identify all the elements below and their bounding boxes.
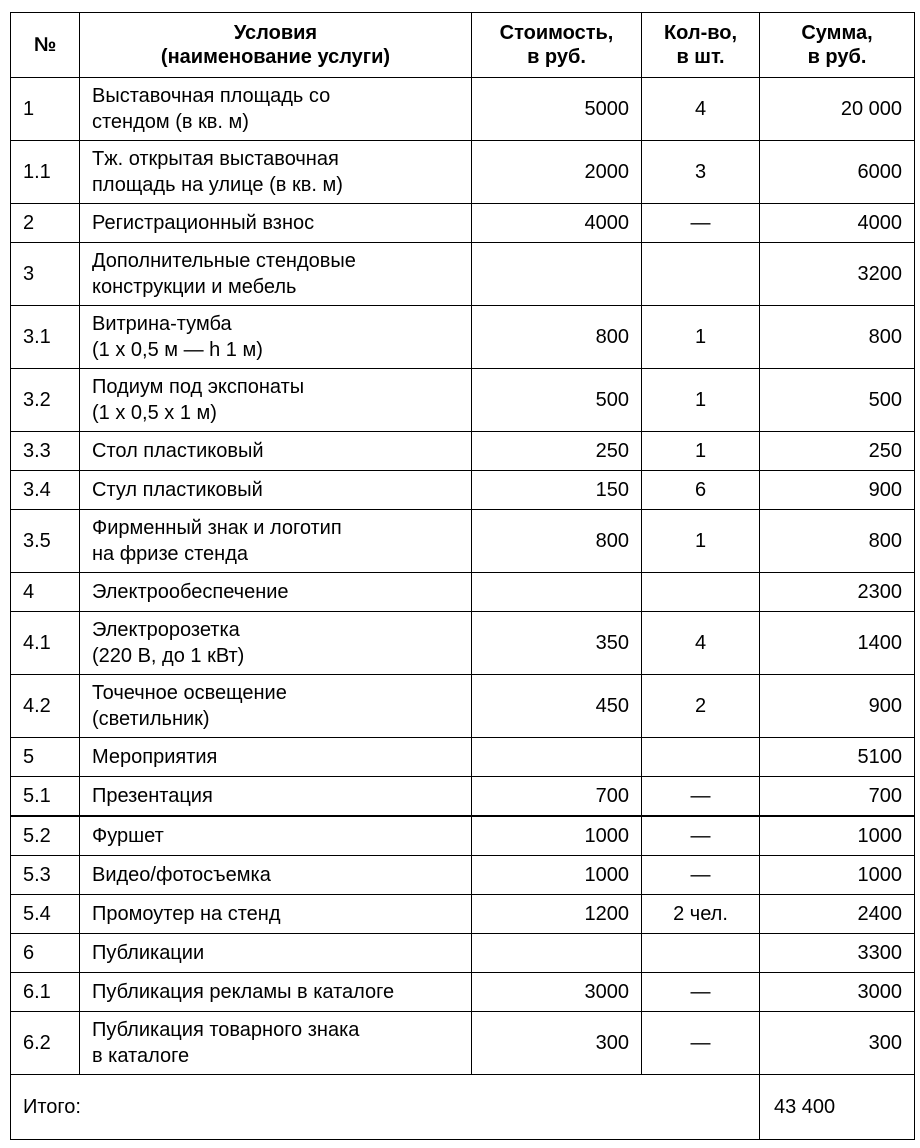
total-value: 43 400 (760, 1075, 915, 1140)
table-row (11, 432, 915, 471)
row-sum: 6000 (760, 141, 915, 204)
row-cost: 1000 (472, 816, 642, 856)
row-service-name: Публикация товарного знака в каталоге (80, 1012, 472, 1075)
table-row (11, 78, 915, 141)
header-sum: Сумма, в руб. (760, 13, 915, 78)
row-quantity: — (642, 1012, 760, 1075)
row-number: 5.2 (11, 816, 80, 856)
row-cost: 700 (472, 777, 642, 817)
table-row (11, 738, 915, 777)
row-quantity (642, 243, 760, 306)
row-service-name: Презентация (80, 777, 472, 817)
row-service-name: Регистрационный взнос (80, 204, 472, 243)
row-number: 4 (11, 573, 80, 612)
table-row (11, 973, 915, 1012)
row-sum: 800 (760, 306, 915, 369)
row-service-name: Фуршет (80, 816, 472, 856)
table-header-row (11, 13, 915, 78)
row-quantity: 2 чел. (642, 895, 760, 934)
row-quantity (642, 573, 760, 612)
row-service-name: Стул пластиковый (80, 471, 472, 510)
row-number: 5 (11, 738, 80, 777)
row-service-name: Электророзетка (220 В, до 1 кВт) (80, 612, 472, 675)
row-quantity: 1 (642, 432, 760, 471)
table-row (11, 471, 915, 510)
table-row (11, 934, 915, 973)
row-cost: 4000 (472, 204, 642, 243)
table-row (11, 612, 915, 675)
row-service-name: Выставочная площадь со стендом (в кв. м) (80, 78, 472, 141)
row-cost: 3000 (472, 973, 642, 1012)
row-quantity: — (642, 204, 760, 243)
header-name: Условия (наименование услуги) (80, 13, 472, 78)
table-row (11, 573, 915, 612)
row-sum: 1000 (760, 816, 915, 856)
row-number: 3.4 (11, 471, 80, 510)
row-service-name: Точечное освещение (светильник) (80, 675, 472, 738)
row-number: 5.1 (11, 777, 80, 817)
row-service-name: Фирменный знак и логотип на фризе стенда (80, 510, 472, 573)
row-service-name: Электрообеспечение (80, 573, 472, 612)
table-row (11, 777, 915, 817)
row-quantity: 1 (642, 510, 760, 573)
row-cost: 450 (472, 675, 642, 738)
row-service-name: Промоутер на стенд (80, 895, 472, 934)
row-cost (472, 738, 642, 777)
row-number: 5.4 (11, 895, 80, 934)
row-number: 4.1 (11, 612, 80, 675)
row-sum: 2300 (760, 573, 915, 612)
row-quantity: 6 (642, 471, 760, 510)
row-quantity: — (642, 816, 760, 856)
row-quantity: 4 (642, 78, 760, 141)
header-qty: Кол-во, в шт. (642, 13, 760, 78)
row-cost: 150 (472, 471, 642, 510)
table-row (11, 141, 915, 204)
table-row (11, 895, 915, 934)
row-quantity: 1 (642, 369, 760, 432)
row-cost: 500 (472, 369, 642, 432)
row-cost: 1200 (472, 895, 642, 934)
row-cost: 350 (472, 612, 642, 675)
row-sum: 4000 (760, 204, 915, 243)
row-service-name: Стол пластиковый (80, 432, 472, 471)
row-cost: 800 (472, 306, 642, 369)
row-sum: 300 (760, 1012, 915, 1075)
row-cost: 300 (472, 1012, 642, 1075)
row-quantity: 3 (642, 141, 760, 204)
table-row (11, 1012, 915, 1075)
row-cost: 800 (472, 510, 642, 573)
row-quantity (642, 738, 760, 777)
row-number: 3.1 (11, 306, 80, 369)
row-number: 6.2 (11, 1012, 80, 1075)
row-service-name: Публикация рекламы в каталоге (80, 973, 472, 1012)
row-number: 4.2 (11, 675, 80, 738)
row-number: 3.2 (11, 369, 80, 432)
row-cost (472, 243, 642, 306)
row-quantity: 2 (642, 675, 760, 738)
row-sum: 900 (760, 675, 915, 738)
row-number: 3 (11, 243, 80, 306)
row-service-name: Витрина-тумба (1 х 0,5 м — h 1 м) (80, 306, 472, 369)
table-row (11, 306, 915, 369)
row-sum: 800 (760, 510, 915, 573)
row-cost: 1000 (472, 856, 642, 895)
row-service-name: Подиум под экспонаты (1 х 0,5 х 1 м) (80, 369, 472, 432)
row-quantity: 1 (642, 306, 760, 369)
row-cost: 250 (472, 432, 642, 471)
row-number: 6.1 (11, 973, 80, 1012)
table-row (11, 243, 915, 306)
row-service-name: Дополнительные стендовые конструкции и мебель (80, 243, 472, 306)
row-sum: 1400 (760, 612, 915, 675)
row-sum: 900 (760, 471, 915, 510)
row-sum: 2400 (760, 895, 915, 934)
row-quantity (642, 934, 760, 973)
row-quantity: — (642, 777, 760, 817)
row-sum: 3300 (760, 934, 915, 973)
row-number: 1 (11, 78, 80, 141)
row-quantity: — (642, 973, 760, 1012)
row-number: 5.3 (11, 856, 80, 895)
table-row (11, 816, 915, 856)
row-sum: 3000 (760, 973, 915, 1012)
header-num: № (11, 13, 80, 78)
row-quantity: — (642, 856, 760, 895)
row-cost: 2000 (472, 141, 642, 204)
row-sum: 700 (760, 777, 915, 817)
row-sum: 500 (760, 369, 915, 432)
row-sum: 20 000 (760, 78, 915, 141)
services-table (10, 12, 915, 1140)
row-cost: 5000 (472, 78, 642, 141)
row-service-name: Тж. открытая выставочная площадь на улице (в кв. м) (80, 141, 472, 204)
row-service-name: Публикации (80, 934, 472, 973)
row-sum: 1000 (760, 856, 915, 895)
row-service-name: Видео/фотосъемка (80, 856, 472, 895)
row-number: 3.5 (11, 510, 80, 573)
row-quantity: 4 (642, 612, 760, 675)
table-row (11, 675, 915, 738)
table-row (11, 510, 915, 573)
row-service-name: Мероприятия (80, 738, 472, 777)
row-number: 1.1 (11, 141, 80, 204)
table-row (11, 369, 915, 432)
row-sum: 5100 (760, 738, 915, 777)
row-cost (472, 934, 642, 973)
row-cost (472, 573, 642, 612)
row-sum: 3200 (760, 243, 915, 306)
table-row (11, 856, 915, 895)
row-sum: 250 (760, 432, 915, 471)
header-cost: Стоимость, в руб. (472, 13, 642, 78)
table-row (11, 204, 915, 243)
row-number: 3.3 (11, 432, 80, 471)
row-number: 2 (11, 204, 80, 243)
total-label: Итого: (11, 1075, 760, 1140)
row-number: 6 (11, 934, 80, 973)
total-row (11, 1075, 915, 1140)
